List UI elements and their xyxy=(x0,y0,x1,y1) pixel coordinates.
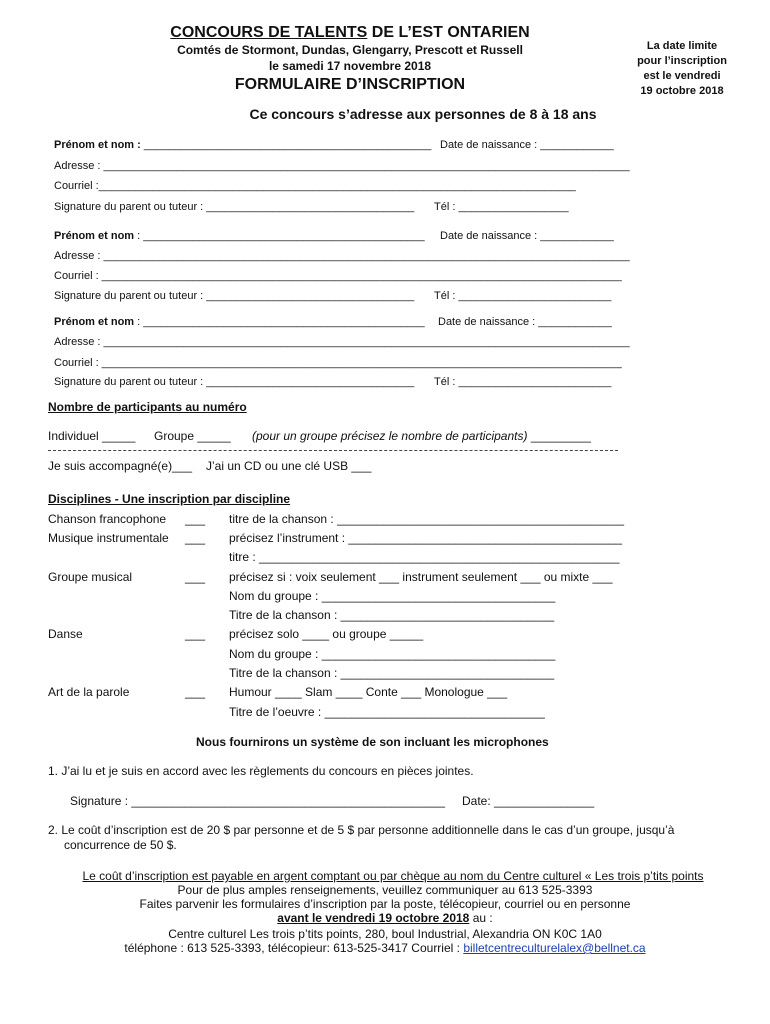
counties-line: Comtés de Stormont, Dundas, Glengarry, Prescott et Russell xyxy=(177,43,523,57)
centre-address: Centre culturel Les trois p’tits points, 280, boul Industrial, Alexandria ON K0C 1A0 xyxy=(168,927,602,941)
event-title-underlined: CONCOURS DE TALENTS xyxy=(170,24,368,41)
media-checkbox[interactable]: J’ai un CD ou une clé USB ___ xyxy=(206,459,372,473)
email-link[interactable]: billetcentreculturelalex@bellnet.ca xyxy=(463,941,646,955)
discipline-detail-field[interactable]: Titre de la chanson : ________________________________ xyxy=(229,608,555,622)
participant-3-address-field[interactable]: Adresse : ______________________________________________________________________________________ xyxy=(54,336,630,348)
discipline-detail-field[interactable]: titre : ______________________________________________________ xyxy=(229,550,620,564)
discipline-label: Art de la parole xyxy=(48,685,130,699)
event-date: le samedi 17 novembre 2018 xyxy=(268,59,432,73)
participant-3-name-field[interactable] xyxy=(54,316,425,328)
deadline-rest: au : xyxy=(469,911,493,925)
discipline-detail-field[interactable]: titre de la chanson : ___________________________________________ xyxy=(229,512,625,526)
info-line: Pour de plus amples renseignements, veuillez communiquer au 613 525-3393 xyxy=(177,883,593,897)
age-range: Ce concours s’adresse aux personnes de 8 à 18 ans xyxy=(249,106,597,122)
group-count-field[interactable]: Groupe _____ xyxy=(154,429,231,443)
sound-note: Nous fournirons un système de son incluant les microphones xyxy=(196,735,549,749)
name-label: Prénom et nom : xyxy=(54,139,141,151)
discipline-checkbox[interactable]: ___ xyxy=(185,531,206,545)
group-size-note: (pour un groupe précisez le nombre de participants) xyxy=(252,429,528,443)
group-size-line: _________ xyxy=(527,429,591,443)
participant-2-tel-field[interactable]: Tél : _________________________ xyxy=(434,290,612,302)
name-line: : ______________________________________________ xyxy=(134,316,425,328)
participant-2-name-field[interactable] xyxy=(54,230,425,242)
name-line: _______________________________________________ xyxy=(140,139,432,151)
form-title: FORMULAIRE D’INSCRIPTION xyxy=(234,76,466,93)
deadline-note xyxy=(612,39,752,99)
agreement-1: 1. J’ai lu et je suis en accord avec les règlements du concours en pièces jointes. xyxy=(48,764,474,778)
participant-1-address-field[interactable]: Adresse : ______________________________________________________________________________________ xyxy=(54,160,630,172)
discipline-detail-field[interactable]: précisez si : voix seulement ___ instrument seulement ___ ou mixte ___ xyxy=(229,570,613,584)
discipline-checkbox[interactable]: ___ xyxy=(185,570,206,584)
participant-1-dob-field[interactable]: Date de naissance : ____________ xyxy=(440,139,614,151)
participant-1-tel-field[interactable]: Tél : __________________ xyxy=(434,201,569,213)
event-title-rest: DE L’EST ONTARIEN xyxy=(367,24,530,41)
discipline-detail-field[interactable]: Nom du groupe : ___________________________________ xyxy=(229,589,556,603)
contact-line xyxy=(0,941,770,955)
discipline-label: Chanson francophone xyxy=(48,512,167,526)
discipline-checkbox[interactable]: ___ xyxy=(185,512,206,526)
send-instructions: Faites parvenir les formulaires d’inscription par la poste, télécopieur, courriel ou en personne xyxy=(139,897,631,911)
participant-3-email-field[interactable]: Courriel : _____________________________________________________________________________________ xyxy=(54,357,622,369)
accompanied-checkbox[interactable]: Je suis accompagné(e)___ xyxy=(48,459,193,473)
discipline-detail-field[interactable]: Titre de la chanson : ________________________________ xyxy=(229,666,555,680)
participant-3-signature-field[interactable]: Signature du parent ou tuteur : __________________________________ xyxy=(54,376,415,388)
signature-field[interactable]: Signature : _______________________________________________ xyxy=(70,794,446,808)
deadline-note-line: 19 octobre 2018 xyxy=(640,85,724,97)
discipline-detail-field[interactable]: Humour ____ Slam ____ Conte ___ Monologue ___ xyxy=(229,685,508,699)
participant-count-heading: Nombre de participants au numéro xyxy=(48,400,247,414)
dashed-divider xyxy=(48,450,618,451)
participant-1-email-field[interactable]: Courriel :______________________________________________________________________________ xyxy=(54,180,576,192)
discipline-label: Groupe musical xyxy=(48,570,133,584)
participant-1-name-field[interactable] xyxy=(54,139,431,151)
deadline-note-line: La date limite xyxy=(646,40,718,52)
agreement-2-continued: concurrence de 50 $. xyxy=(64,838,177,852)
participant-2-email-field[interactable]: Courriel : _____________________________________________________________________________________ xyxy=(54,270,622,282)
discipline-detail-field[interactable]: précisez l’instrument : _________________________________________ xyxy=(229,531,622,545)
participant-3-tel-field[interactable]: Tél : _________________________ xyxy=(434,376,612,388)
agreement-2: 2. Le coût d’inscription est de 20 $ par personne et de 5 $ par personne additionnelle dans le cas d’un groupe, jusqu’à xyxy=(48,823,675,837)
deadline-note-line: pour l’inscription xyxy=(637,55,727,67)
discipline-detail-field[interactable]: Titre de l’oeuvre : _________________________________ xyxy=(229,705,545,719)
deadline-bold: avant le vendredi 19 octobre 2018 xyxy=(277,911,470,925)
participant-2-signature-field[interactable]: Signature du parent ou tuteur : __________________________________ xyxy=(54,290,415,302)
discipline-checkbox[interactable]: ___ xyxy=(185,627,206,641)
payment-note: Le coût d’inscription est payable en argent comptant ou par chèque au nom du Centre culturel « Les trois p’tits points xyxy=(82,869,704,883)
participant-1-signature-field[interactable]: Signature du parent ou tuteur : __________________________________ xyxy=(54,201,415,213)
participant-3-dob-field[interactable]: Date de naissance : ____________ xyxy=(438,316,612,328)
date-field[interactable]: Date: _______________ xyxy=(462,794,595,808)
name-line: : ______________________________________________ xyxy=(134,230,425,242)
discipline-label: Danse xyxy=(48,627,83,641)
deadline-note-line: est le vendredi xyxy=(643,70,721,82)
individual-count-field[interactable]: Individuel _____ xyxy=(48,429,136,443)
participant-2-address-field[interactable]: Adresse : ______________________________________________________________________________________ xyxy=(54,250,630,262)
name-label: Prénom et nom xyxy=(54,230,135,242)
discipline-label: Musique instrumentale xyxy=(48,531,169,545)
group-size-field[interactable] xyxy=(252,429,591,443)
disciplines-heading: Disciplines - Une inscription par discipline xyxy=(48,492,291,506)
discipline-detail-field[interactable]: Nom du groupe : ___________________________________ xyxy=(229,647,556,661)
discipline-detail-field[interactable]: précisez solo ____ ou groupe _____ xyxy=(229,627,424,641)
name-label: Prénom et nom xyxy=(54,316,135,328)
discipline-checkbox[interactable]: ___ xyxy=(185,685,206,699)
deadline-line xyxy=(0,911,770,925)
contact-text: téléphone : 613 525-3393, télécopieur: 613-525-3417 Courriel : xyxy=(124,941,464,955)
participant-2-dob-field[interactable]: Date de naissance : ____________ xyxy=(440,230,614,242)
